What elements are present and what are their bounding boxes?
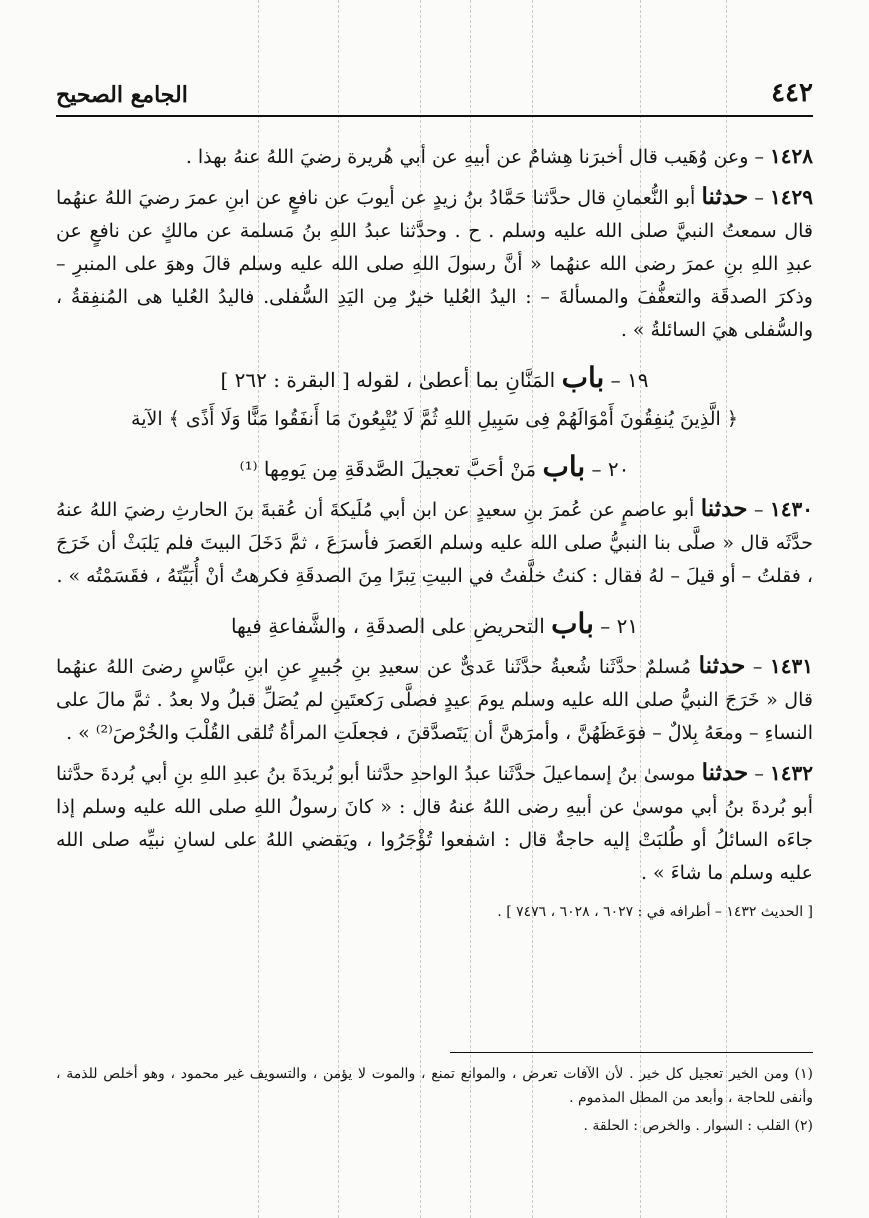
hadith-text: أبو عاصمٍ عن عُمرَ بنِ سعيدٍ عن ابن أبي مُلَيكةَ أن عُقبةَ بنَ الحارثِ رضيَ اللهُ عنهُ حدَّثَه قال « صلَّى بنا النبيُّ صلى الله عليه وسلم العَصرَ فأسرَعَ ، ثمَّ دَخَلَ البيتَ فلم يَلبَثْ أن خَرَجَ ، فقلتُ – أو قيلَ – لهُ فقال : كنتُ خلَّفتُ في البيتِ تِبرًا مِنَ الصدقَةِ فكرهتُ أنْ أُبَيِّتَهُ ، فقَسَمْتُه » . bbox=[56, 499, 813, 587]
footnote-rule bbox=[450, 1052, 813, 1053]
bab-word: باب bbox=[551, 607, 594, 640]
bab-word: باب bbox=[561, 361, 605, 394]
hadith-number: ١٤٢٨ bbox=[770, 144, 813, 168]
haddathana-word: حدثنا bbox=[698, 652, 746, 679]
footnote-1: (١) ومن الخير تعجيل كل خير . لأن الآفات تعرض ، والموانع تمنع ، والموت لا يؤمن ، والتسويف غير محمود ، وهو أخلص للذمة ، وأنفى للحاجة ، وأبعد من المطل المذموم . bbox=[56, 1066, 813, 1106]
bab-21-heading bbox=[56, 607, 813, 643]
hadith-1429 bbox=[56, 180, 813, 347]
dash: – bbox=[748, 187, 771, 209]
hadith-number: ١٤٣٢ bbox=[770, 761, 813, 785]
dash: – bbox=[747, 499, 771, 521]
hadith-text: مُسلمٌ حدَّثَنا شُعبةُ حدَّثَنا عَدىٌّ عن سعيدِ بنِ جُبيرٍ عنِ ابنِ عبَّاسٍ رضىَ اللهُ عنهُما قال « خَرَجَ النبيُّ صلى الله عليه وسلم يومَ عيدٍ فصلَّى رَكعتَينِ لم يُصَلِّ قبلُ ولا بعدُ . ثمَّ مالَ على النساءِ – ومعَهُ بِلالٌ – فوَعَظَهُنَّ ، وأمرَهنَّ أن يَتَصدَّقنَ ، فجعلَتِ المرأةُ تُلقى القُلْبَ والخُرْصَ⁽²⁾ » . bbox=[56, 656, 813, 744]
bab-title: المَنَّانِ بما أعطىٰ ، لقوله [ البقرة : ٢٦٢ ] bbox=[220, 368, 562, 392]
hadith-1430 bbox=[56, 492, 813, 593]
dash: – bbox=[748, 763, 771, 785]
hadith-number: ١٤٣٠ bbox=[770, 497, 813, 521]
hadith-number: ١٤٣١ bbox=[770, 654, 813, 678]
main-text bbox=[56, 140, 813, 929]
page-number: ٤٤٢ bbox=[771, 78, 813, 108]
haddathana-word: حدثنا bbox=[701, 183, 749, 210]
hadith-cross-reference: [ الحديث ١٤٣٢ – أطرافه في : ٦٠٢٧ ، ٦٠٢٨ ، ٧٤٧٦ ] . bbox=[497, 904, 813, 920]
page-header bbox=[56, 74, 813, 108]
hadith-1431 bbox=[56, 649, 813, 750]
hadith-1432 bbox=[56, 756, 813, 890]
book-title: الجامع الصحيح bbox=[56, 82, 188, 108]
hadith-text: – وعن وُهَيب قال أخبرَنا هِشامٌ عن أبيهِ عن أبي هُريرة رضيَ اللهُ عنهُ بهذا . bbox=[185, 146, 771, 168]
footnote-2: (٢) القلب : السوار . والخرص : الحلقة . bbox=[583, 1118, 813, 1134]
hadith-text: أبو النُّعمانِ قال حدَّثنا حَمَّادُ بنُ زيدٍ عن أيوبَ عن نافعٍ عن ابنِ عمرَ رضيَ اللهُ عنهُما قال سمعتُ النبيَّ صلى الله عليه وسلم . ح . وحدَّثنا عبدُ اللهِ بنُ مَسلمة عن مالكٍ عن نافعٍ عن عبدِ اللهِ بنِ عمرَ رضى الله عنهُما « أنَّ رسولَ اللهِ صلى الله عليه وسلم قالَ وهوَ على المنبرِ – وذكرَ الصدقَة والتعفُّفَ والمسألةَ – : اليدُ العُليا خيرٌ مِن اليَدِ السُّفلى. فاليدُ العُليا هى المُنفِقةُ ، والسُّفلى هيَ السائلةُ » . bbox=[56, 187, 813, 341]
dash: – bbox=[593, 614, 617, 638]
header-rule bbox=[56, 115, 813, 117]
bab-19-heading bbox=[56, 361, 813, 397]
bab-number: ٢١ bbox=[616, 614, 639, 638]
haddathana-word: حدثنا bbox=[701, 759, 749, 786]
bab-number: ١٩ bbox=[627, 368, 649, 392]
bab-title: مَنْ أحَبَّ تعجيلَ الصَّدقَةِ مِن يَومِها ⁽¹⁾ bbox=[239, 457, 543, 481]
bab-20-heading bbox=[56, 450, 813, 486]
bab-title: التحريضِ على الصدقَةِ ، والشَّفاعةِ فيها bbox=[230, 614, 552, 638]
dash: – bbox=[585, 457, 608, 481]
footnotes bbox=[56, 1062, 813, 1142]
quran-verse: ﴿ الَّذِينَ يُنفِقُونَ أَمْوَالَهُمْ فِى سَبِيلِ اللهِ ثُمَّ لَا يُتْبِعُونَ مَا أَنفَقُوا مَنًّا وَلَا أَذًى ﴾ الآية bbox=[131, 408, 738, 430]
hadith-number: ١٤٢٩ bbox=[770, 185, 813, 209]
dash: – bbox=[745, 656, 771, 678]
bab-word: باب bbox=[542, 450, 586, 483]
hadith-text: موسىٰ بنُ إسماعيلَ حدَّثَنا عبدُ الواحدِ حدَّثنا أبو بُريدَةَ بنُ عبدِ اللهِ بنِ أبي بُردةَ حدَّثنا أبو بُردةَ بنُ أبي موسىٰ عن أبيهِ رضى اللهُ عنهُ قال : « كانَ رسولُ اللهِ صلى الله عليه وسلم إذا جاءَه السائلُ أو طُلبَتْ إليه حاجةٌ قال : اشفعوا تُؤْجَرُوا ، ويَقضي اللهُ على لسانِ نبيِّه صلى الله عليه وسلم ما شاءَ » . bbox=[56, 763, 813, 884]
bab-number: ٢٠ bbox=[607, 457, 630, 481]
hadith-1428 bbox=[56, 140, 813, 174]
dash: – bbox=[604, 368, 628, 392]
haddathana-word: حدثنا bbox=[700, 495, 748, 522]
